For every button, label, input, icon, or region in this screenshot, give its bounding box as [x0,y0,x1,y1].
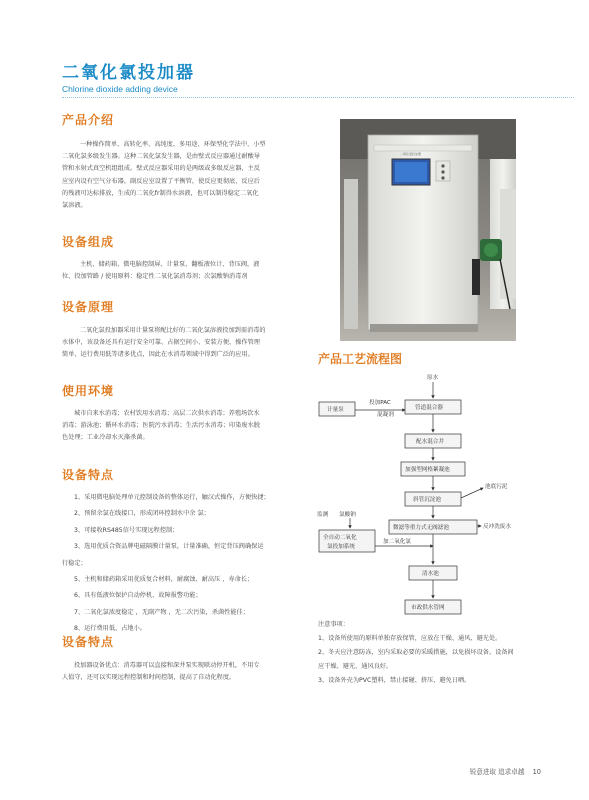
node-filter: 微滤等重力式无阀滤池 [393,525,449,531]
label-coagulant: 混凝剂 [377,412,394,418]
label-hypochlorite: 氯酸钠 [339,512,356,518]
intro-line: 应室内设有空气分布器，副反应室设置了平衡管，使反应更彻底，反应后 [62,177,260,185]
footer-slogan: 锐意进取 追求卓越 [469,768,525,776]
features2-text [62,660,332,684]
features2-line: 人值守，还可以实现远程控制和时间控制，提高了自动化程度。 [62,674,236,682]
label-add-chlorine: 加二氧化氯 [383,539,411,545]
composition-heading: 设备组成 [62,235,115,249]
feature-item: 1、采用微电脑处理单元控制设备的整体运行，触汉式操作，方便快捷； [74,494,270,501]
photo-panel-label: 二氧化氯投加器 [400,152,422,156]
intro-line: 一种操作简单、高转化率、高纯度、多用途、环保型化学法中、小型 [80,141,266,148]
label-monitor: 监测 [317,512,329,518]
label-sludge: 池底污泥 [485,484,508,490]
principle-line: 二氧化氯投加器采用计量泵将配比好的二氧化氯溶液投加到需消毒的 [80,327,266,334]
principle-heading: 设备原理 [62,300,115,314]
feature-item: 5、主机和储药箱采用优质复合材料，耐腐蚀、耐高压 ，寿命长； [74,576,254,584]
label-dosing: 投加PAC [369,400,391,406]
node-metering-pump: 计量泵 [327,407,344,413]
feature-item: 3、选用优质合资品牌电磁隔膜计量泵，计量准确，恒定背压阀确保运 [74,543,264,551]
environment-heading: 使用环境 [62,384,115,398]
node-municipal: 市政供水管网 [411,605,445,611]
note-item: 1、设备所使用的原料单独存放保管，应放在干燥、通风、避光处。 [318,635,502,642]
feature-item: 7、二氧化氯浓度稳定 ，无副产物 ，无二次污染，杀菌性能佳； [74,608,249,616]
node-settling: 斜管沉淀池 [413,497,441,503]
feature-item: 行稳定； [62,559,87,567]
flowchart-title: 产品工艺流程图 [318,352,403,366]
intro-heading: 产品介绍 [62,113,115,127]
page-title: 二氧化氯投加器 [62,63,195,83]
page-number: 10 [532,768,541,776]
feature-item: 8、运行费用低，占地小。 [74,625,146,633]
notes-block [318,618,568,688]
note-item: 3、设备外壳为PVC塑料，禁止接碰、挤压，避免日晒。 [318,677,471,684]
features2-line: 投加器设备优点：消毒器可以直接和深井泵实现联动停开机，不用专 [74,662,260,669]
feature-item: 3、可接收RS485信号实现远程控制； [74,526,179,534]
node-raw-water: 原水 [427,375,439,381]
feature-item: 2、预留余氯在线接口，形成闭环控制水中余 氯； [74,510,210,518]
intro-line: 的残液可达标排放，生成的二氧化fr制得水溶液，也可以制得稳定二氧化 [62,189,259,197]
composition-text [62,259,332,283]
note-item: 2、冬天应注意防冻，室内采取必要的采暖措施，以免损坏设备。设备间 [318,649,514,656]
node-distribution: 配水混合井 [416,439,444,445]
node-mixer: 管道混合器 [415,405,443,411]
title-divider [62,97,574,98]
intro-line: 管和水射式真空机组组成。壁式反应器采用的是两级或多级反应器，主反 [62,165,260,173]
node-clear-tank: 清水池 [422,571,439,577]
notes-title: 注意事项： [318,621,349,628]
product-photo [340,119,516,341]
environment-text [62,408,332,445]
features-list [62,490,270,638]
feature-item: 6、具有低液位保护自动停机、故障报警功能； [74,592,202,600]
intro-line: 氯溶液。 [62,202,87,210]
environment-line: 城市自来水消毒；农村饮用水消毒；高层二次供水消毒；养殖场饮水 [74,410,260,417]
principle-line: 简单、运行费用低等诸多优点，因此在水消毒领域中得到广泛的应用。 [62,351,254,359]
node-reaction: 加强型网格絮凝池 [405,467,450,473]
composition-line: 主机、储药箱、微电脑控制屏、计量泵、翻板液位计、背压阀，液 [80,261,260,268]
note-item: 应干燥、避光、通风良好。 [318,663,393,670]
composition-line: 位、投加管路 / 使用原料：稳定性二氧化氯消毒剂；次氯酸钠消毒剂 [62,273,248,281]
page-footer [470,766,541,776]
page-subtitle: Chlorine dioxide adding device [62,84,178,94]
process-flowchart [305,368,565,624]
node-device-line1: 全自动二氧化 [323,535,357,541]
label-backwash: 反冲洗废水 [483,524,511,530]
intro-text [62,139,332,212]
features2-heading: 设备特点 [62,635,115,649]
node-device-line2: 氯投加系统 [327,544,355,550]
features-heading: 设备特点 [62,468,115,482]
environment-line: 色处理；工业冷却水灭藻杀菌。 [62,434,149,442]
principle-line: 水体中，该设备还具有运行安全可靠、占据空间小、安装方便、操作管理 [62,339,260,347]
environment-line: 消毒；游泳池；循环水消毒；医院污水消毒；生活污水消毒；印染废水脱 [62,422,260,430]
intro-line: 二氧化氯多级发生器。这种二氧化氯发生器，是由壁式反应器通过耐酸导 [62,153,260,161]
principle-text [62,325,332,362]
